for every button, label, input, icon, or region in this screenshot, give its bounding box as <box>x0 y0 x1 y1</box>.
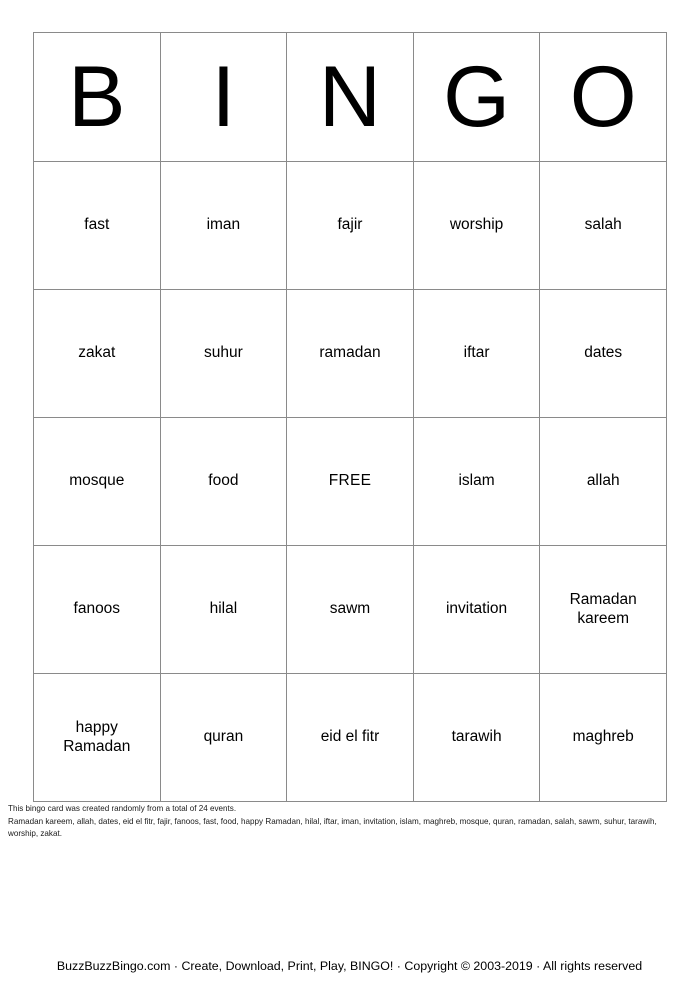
bingo-row <box>34 546 667 674</box>
bingo-cell-label: islam <box>458 472 495 490</box>
bingo-cell-label: iman <box>206 216 241 234</box>
bingo-cell[interactable] <box>413 418 540 546</box>
card-note-word-list: Ramadan kareem, allah, dates, eid el fitr, fajir, fanoos, fast, food, happy Ramadan, hilal, iftar, iman, invitation, islam, maghreb, mosque, quran, ramadan, salah, sawm, suhur, tarawih, worship, zakat. <box>8 816 657 839</box>
bingo-free-label: FREE <box>328 472 372 490</box>
bingo-cell-label: eid el fitr <box>320 728 380 746</box>
bingo-column-header-g: G <box>413 33 540 162</box>
bingo-column-header-b: B <box>34 33 161 162</box>
bingo-cell[interactable] <box>160 162 287 290</box>
bingo-cell[interactable] <box>287 546 414 674</box>
bingo-cell[interactable] <box>540 674 667 802</box>
bingo-cell[interactable] <box>413 290 540 418</box>
bingo-cell[interactable] <box>34 546 161 674</box>
bingo-cell-label: iftar <box>463 344 490 362</box>
bingo-column-header-n: N <box>287 33 414 162</box>
bingo-cell[interactable] <box>160 674 287 802</box>
bingo-cell[interactable] <box>34 290 161 418</box>
bingo-cell[interactable] <box>160 546 287 674</box>
bingo-cell[interactable] <box>34 418 161 546</box>
bingo-cell-label: ramadan <box>319 344 381 362</box>
bingo-cell-label: Ramadan kareem <box>569 590 637 627</box>
bingo-row <box>34 418 667 546</box>
bingo-cell[interactable] <box>413 162 540 290</box>
bingo-cell-label: suhur <box>204 344 243 362</box>
bingo-cell-label: tarawih <box>451 728 502 746</box>
bingo-cell-label: sawm <box>329 600 371 618</box>
bingo-cell[interactable] <box>287 290 414 418</box>
bingo-cell-label: fanoos <box>73 600 121 618</box>
bingo-cell-label: food <box>208 472 239 490</box>
bingo-row <box>34 674 667 802</box>
bingo-cell[interactable] <box>540 418 667 546</box>
bingo-cell-label: worship <box>449 216 504 234</box>
bingo-cell[interactable] <box>540 290 667 418</box>
bingo-cell-label: zakat <box>78 344 116 362</box>
bingo-row <box>34 162 667 290</box>
bingo-cell[interactable] <box>34 674 161 802</box>
bingo-cell-label: quran <box>203 728 244 746</box>
footer-copyright-text: BuzzBuzzBingo.com · Create, Download, Print, Play, BINGO! · Copyright © 2003-2019 · All rights reserved <box>56 959 643 973</box>
bingo-cell[interactable] <box>540 162 667 290</box>
bingo-cell-label: dates <box>584 344 623 362</box>
bingo-cell-label: fajir <box>337 216 363 234</box>
bingo-cell[interactable] <box>160 418 287 546</box>
bingo-cell[interactable] <box>34 162 161 290</box>
bingo-cell[interactable] <box>413 674 540 802</box>
bingo-cell-label: hilal <box>209 600 238 618</box>
card-randomization-note <box>8 803 688 841</box>
bingo-header-row <box>34 33 667 162</box>
bingo-grid <box>33 32 667 802</box>
page-footer <box>0 958 699 974</box>
bingo-cell[interactable] <box>540 546 667 674</box>
card-note-line-1: This bingo card was created randomly from a total of 24 events. <box>8 804 237 813</box>
bingo-cell[interactable] <box>287 162 414 290</box>
bingo-column-header-o: O <box>540 33 667 162</box>
bingo-cell-label: maghreb <box>572 728 634 746</box>
bingo-cell-label: allah <box>586 472 620 490</box>
bingo-cell[interactable] <box>160 290 287 418</box>
bingo-card <box>33 32 667 795</box>
bingo-cell[interactable] <box>287 674 414 802</box>
bingo-cell[interactable] <box>413 546 540 674</box>
bingo-free-cell[interactable] <box>287 418 414 546</box>
bingo-column-header-i: I <box>160 33 287 162</box>
bingo-cell-label: mosque <box>69 472 125 490</box>
bingo-cell-label: invitation <box>445 600 508 618</box>
bingo-row <box>34 290 667 418</box>
bingo-cell-label: happy Ramadan <box>63 718 131 755</box>
bingo-cell-label: fast <box>84 216 110 234</box>
bingo-cell-label: salah <box>584 216 622 234</box>
